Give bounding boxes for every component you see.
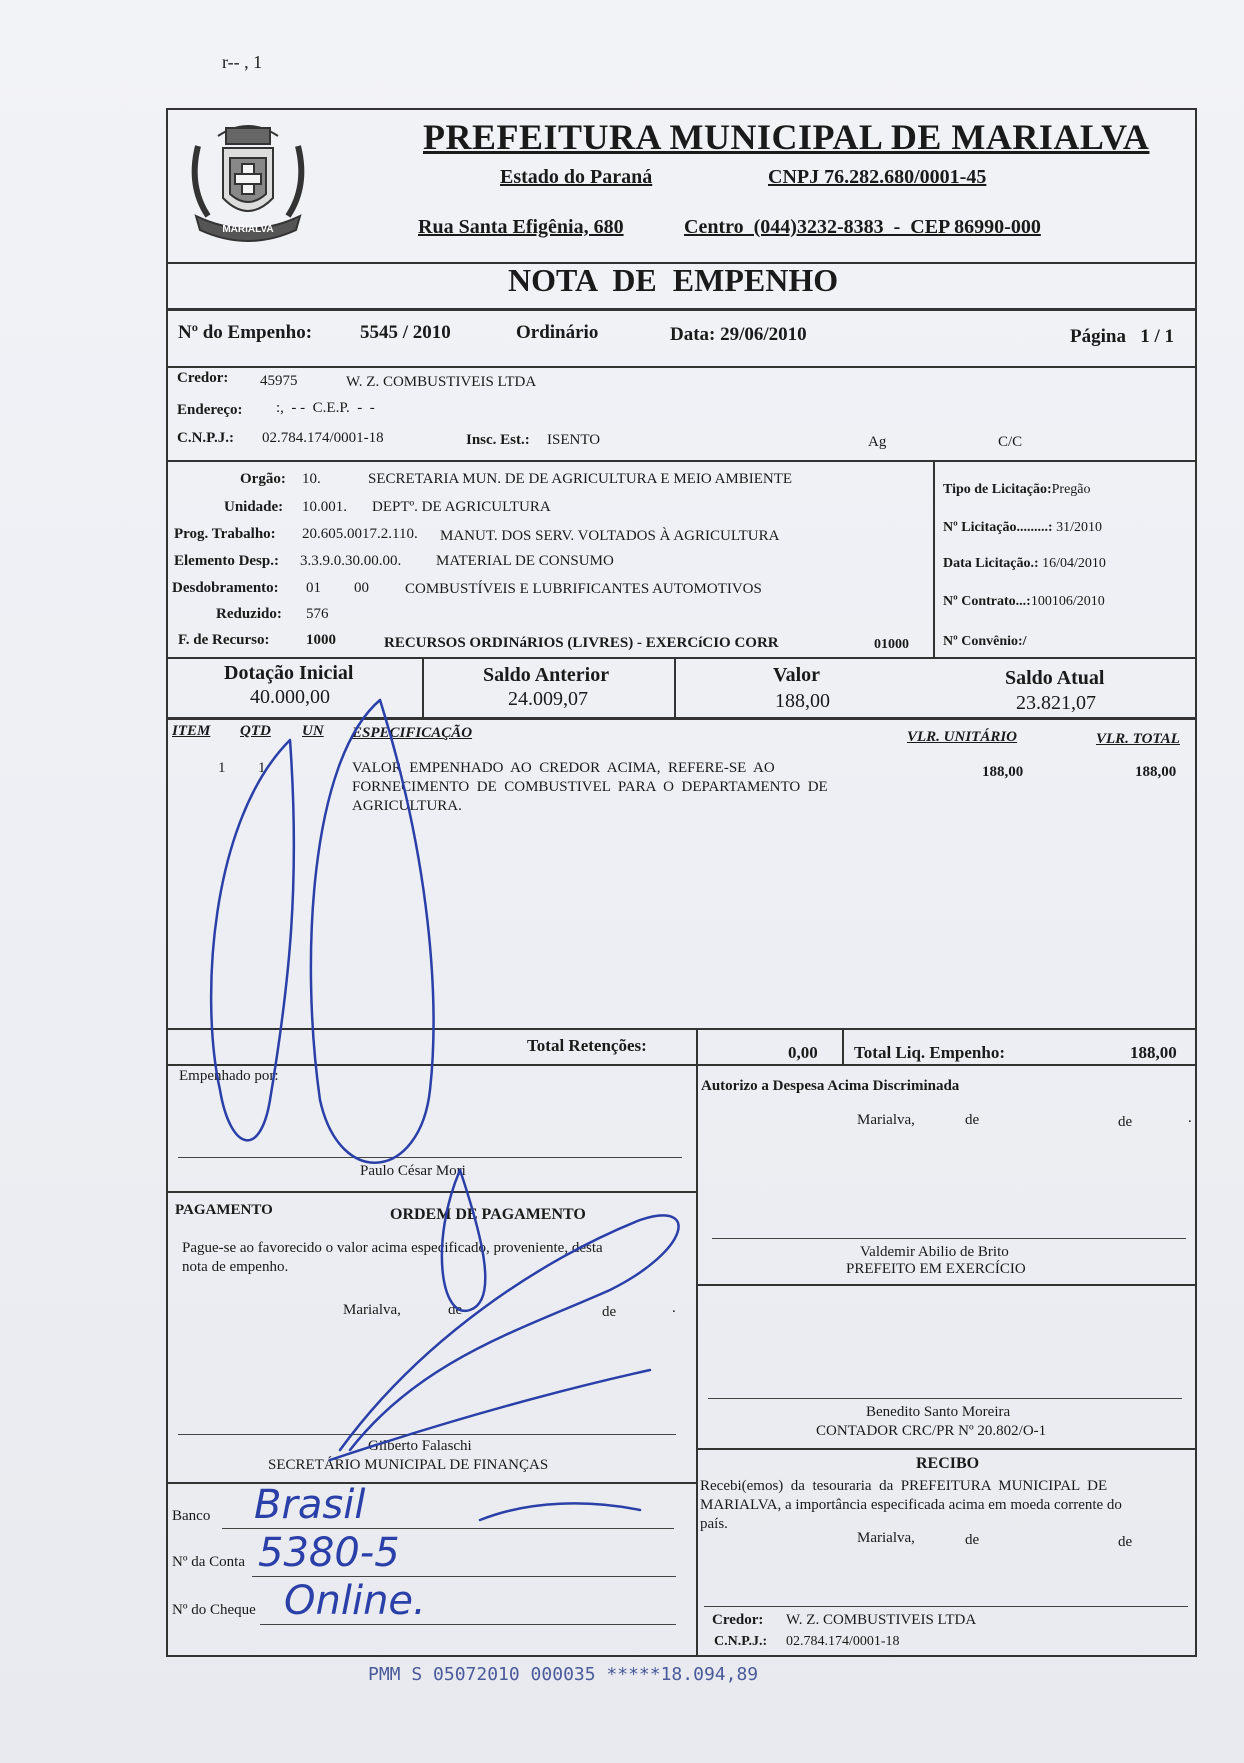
item-number: 1 xyxy=(218,760,226,776)
credor-code: 45975 xyxy=(260,373,298,389)
desdob-label: Desdobramento: xyxy=(172,580,279,596)
valor-value: 188,00 xyxy=(775,690,830,712)
doc-title: NOTA DE EMPENHO xyxy=(508,262,839,298)
tipo-licitacao-value: Pregão xyxy=(1051,482,1091,497)
prog-code: 20.605.0017.2.110. xyxy=(302,526,418,542)
num-licitacao-value: 31/2010 xyxy=(1056,520,1102,535)
contador-title: CONTADOR CRC/PR Nº 20.802/O-1 xyxy=(816,1423,1047,1439)
aut-de1: de xyxy=(965,1112,980,1128)
empenho-num-label: Nº do Empenho: xyxy=(178,322,313,343)
item-unit-value: 188,00 xyxy=(982,764,1024,780)
empenho-date: Data: 29/06/2010 xyxy=(670,324,807,345)
liq-empenho-label: Total Liq. Empenho: xyxy=(854,1043,1005,1062)
recibo-de1: de xyxy=(965,1532,980,1548)
corner-mark: r-- , 1 xyxy=(222,52,263,72)
prefeito-title: PREFEITO EM EXERCÍCIO xyxy=(846,1261,1026,1277)
empenho-page: Página 1 / 1 xyxy=(1070,326,1174,347)
recibo-credor-label: Credor: xyxy=(712,1612,764,1628)
recibo-de2: de xyxy=(1118,1534,1133,1550)
pag-dot: . xyxy=(672,1300,676,1316)
credor-label: Credor: xyxy=(177,370,229,386)
banco-handwritten: Brasil xyxy=(254,1482,366,1528)
dotacao-value: 40.000,00 xyxy=(250,686,330,708)
credor-name: W. Z. COMBUSTIVEIS LTDA xyxy=(346,374,537,390)
cheque-handwritten: Online. xyxy=(284,1578,426,1624)
prefeito-name: Valdemir Abilio de Brito xyxy=(860,1244,1009,1260)
unidade-name: DEPTº. DE AGRICULTURA xyxy=(372,499,551,515)
header-title: PREFEITURA MUNICIPAL DE MARIALVA xyxy=(423,117,1150,157)
orgao-code: 10. xyxy=(302,471,321,487)
desdob-name: COMBUSTÍVEIS E LUBRIFICANTES AUTOMOTIVOS xyxy=(405,581,762,597)
secretario-name: Gilberto Falaschi xyxy=(368,1438,472,1454)
col-total: VLR. TOTAL xyxy=(1096,731,1180,747)
col-item: ITEM xyxy=(172,723,211,739)
desdob-code2: 00 xyxy=(354,580,369,596)
pag-place: Marialva, xyxy=(343,1302,401,1318)
elemento-name: MATERIAL DE CONSUMO xyxy=(436,553,614,569)
address-value: :, - - C.E.P. - - xyxy=(276,400,375,416)
retencoes-label: Total Retenções: xyxy=(527,1036,647,1055)
item-total-value: 188,00 xyxy=(1135,764,1177,780)
aut-place: Marialva, xyxy=(857,1112,915,1128)
anterior-value: 24.009,07 xyxy=(508,688,588,710)
prog-label: Prog. Trabalho: xyxy=(174,526,276,542)
prog-name: MANUT. DOS SERV. VOLTADOS À AGRICULTURA xyxy=(440,528,780,544)
pag-de2: de xyxy=(602,1304,617,1320)
atual-value: 23.821,07 xyxy=(1016,692,1096,714)
item-desc-line1: VALOR EMPENHADO AO CREDOR ACIMA, REFERE-SE AO xyxy=(352,760,775,776)
ordem-label: ORDEM DE PAGAMENTO xyxy=(390,1206,586,1223)
pague-line1: Pague-se ao favorecido o valor acima especificado, proveniente, desta xyxy=(182,1240,603,1256)
unidade-label: Unidade: xyxy=(224,499,284,515)
recurso-label: F. de Recurso: xyxy=(178,632,270,648)
valor-label: Valor xyxy=(773,664,821,686)
empenho-num-value: 5545 / 2010 xyxy=(360,322,451,343)
cheque-label: Nº do Cheque xyxy=(172,1602,256,1618)
autorizo-label: Autorizo a Despesa Acima Discriminada xyxy=(701,1078,960,1094)
num-licitacao-label: Nº Licitação.........: xyxy=(943,520,1053,535)
recibo-title: RECIBO xyxy=(916,1455,980,1472)
reduzido-label: Reduzido: xyxy=(216,606,282,622)
conta-handwritten: 5380-5 xyxy=(258,1530,400,1576)
recibo-credor-value: W. Z. COMBUSTIVEIS LTDA xyxy=(786,1612,977,1628)
header-street: Rua Santa Efigênia, 680 xyxy=(418,216,624,238)
recibo-cnpj-label: C.N.P.J.: xyxy=(714,1634,768,1649)
liq-empenho-value: 188,00 xyxy=(1130,1043,1177,1062)
desdob-code1: 01 xyxy=(306,580,321,596)
aut-dot: . xyxy=(1188,1110,1192,1126)
pague-line2: nota de empenho. xyxy=(182,1259,289,1275)
aut-de2: de xyxy=(1118,1114,1133,1130)
recibo-line1: Recebi(emos) da tesouraria da PREFEITURA MUNICIPAL DE xyxy=(700,1478,1108,1494)
cnpj-label: C.N.P.J.: xyxy=(177,430,234,446)
recibo-cnpj-value: 02.784.174/0001-18 xyxy=(786,1634,900,1649)
processing-stamp: PMM S 05072010 000035 *****18.094,89 xyxy=(368,1664,759,1685)
header-cnpj: CNPJ 76.282.680/0001-45 xyxy=(768,166,987,188)
contador-name: Benedito Santo Moreira xyxy=(866,1404,1011,1420)
insc-label: Insc. Est.: xyxy=(466,432,530,448)
dotacao-label: Dotação Inicial xyxy=(224,662,354,684)
contrato-label: Nº Contrato...: xyxy=(943,594,1031,609)
col-qtd: QTD xyxy=(240,723,271,739)
recurso-name: RECURSOS ORDINáRIOS (LIVRES) - EXERCíCIO CORR xyxy=(384,635,779,651)
tipo-licitacao-label: Tipo de Licitação: xyxy=(943,482,1052,497)
col-un: UN xyxy=(302,723,324,739)
contrato-value: 100106/2010 xyxy=(1030,594,1105,609)
address-label: Endereço: xyxy=(177,402,243,418)
recurso-code2: 01000 xyxy=(874,637,909,652)
recibo-line2: MARIALVA, a importância especificada acima em moeda corrente do xyxy=(700,1497,1122,1513)
empenho-type: Ordinário xyxy=(516,322,599,343)
recibo-line3: país. xyxy=(700,1516,728,1532)
insc-value: ISENTO xyxy=(547,432,601,448)
cnpj-value: 02.784.174/0001-18 xyxy=(262,430,384,446)
convenio-label: Nº Convênio:/ xyxy=(943,634,1027,649)
cc-label: C/C xyxy=(998,434,1023,450)
recibo-place: Marialva, xyxy=(857,1530,915,1546)
atual-label: Saldo Atual xyxy=(1005,667,1105,689)
secretario-title: SECRETÁRIO MUNICIPAL DE FINANÇAS xyxy=(268,1457,549,1473)
pag-de1: de xyxy=(448,1302,463,1318)
retencoes-value: 0,00 xyxy=(788,1043,818,1062)
empenhado-label: Empenhado por: xyxy=(179,1068,279,1084)
orgao-label: Orgão: xyxy=(240,471,286,487)
elemento-code: 3.3.9.0.30.00.00. xyxy=(300,553,402,569)
orgao-name: SECRETARIA MUN. DE DE AGRICULTURA E MEIO AMBIENTE xyxy=(368,471,793,487)
item-desc-line2: FORNECIMENTO DE COMBUSTIVEL PARA O DEPARTAMENTO DE xyxy=(352,779,828,795)
ag-label: Ag xyxy=(868,434,887,450)
conta-label: Nº da Conta xyxy=(172,1554,245,1570)
item-qtd: 1 xyxy=(258,760,266,776)
recurso-code: 1000 xyxy=(306,632,336,648)
svg-text:MARIALVA: MARIALVA xyxy=(222,224,274,235)
col-unit: VLR. UNITÁRIO xyxy=(907,729,1018,745)
data-licitacao-value: 16/04/2010 xyxy=(1042,556,1106,571)
col-espec: ESPECIFICAÇÃO xyxy=(352,725,473,741)
pagamento-label: PAGAMENTO xyxy=(175,1202,273,1218)
header-contact: Centro (044)3232-8383 - CEP 86990-000 xyxy=(684,216,1041,238)
item-desc-line3: AGRICULTURA. xyxy=(352,798,462,814)
elemento-label: Elemento Desp.: xyxy=(174,553,279,569)
header-state: Estado do Paraná xyxy=(500,166,653,188)
banco-label: Banco xyxy=(172,1508,211,1524)
data-licitacao-label: Data Licitação.: xyxy=(943,556,1039,571)
anterior-label: Saldo Anterior xyxy=(483,664,610,686)
reduzido-value: 576 xyxy=(306,606,329,622)
unidade-code: 10.001. xyxy=(302,499,347,515)
empenhado-name: Paulo César Mori xyxy=(360,1163,466,1179)
